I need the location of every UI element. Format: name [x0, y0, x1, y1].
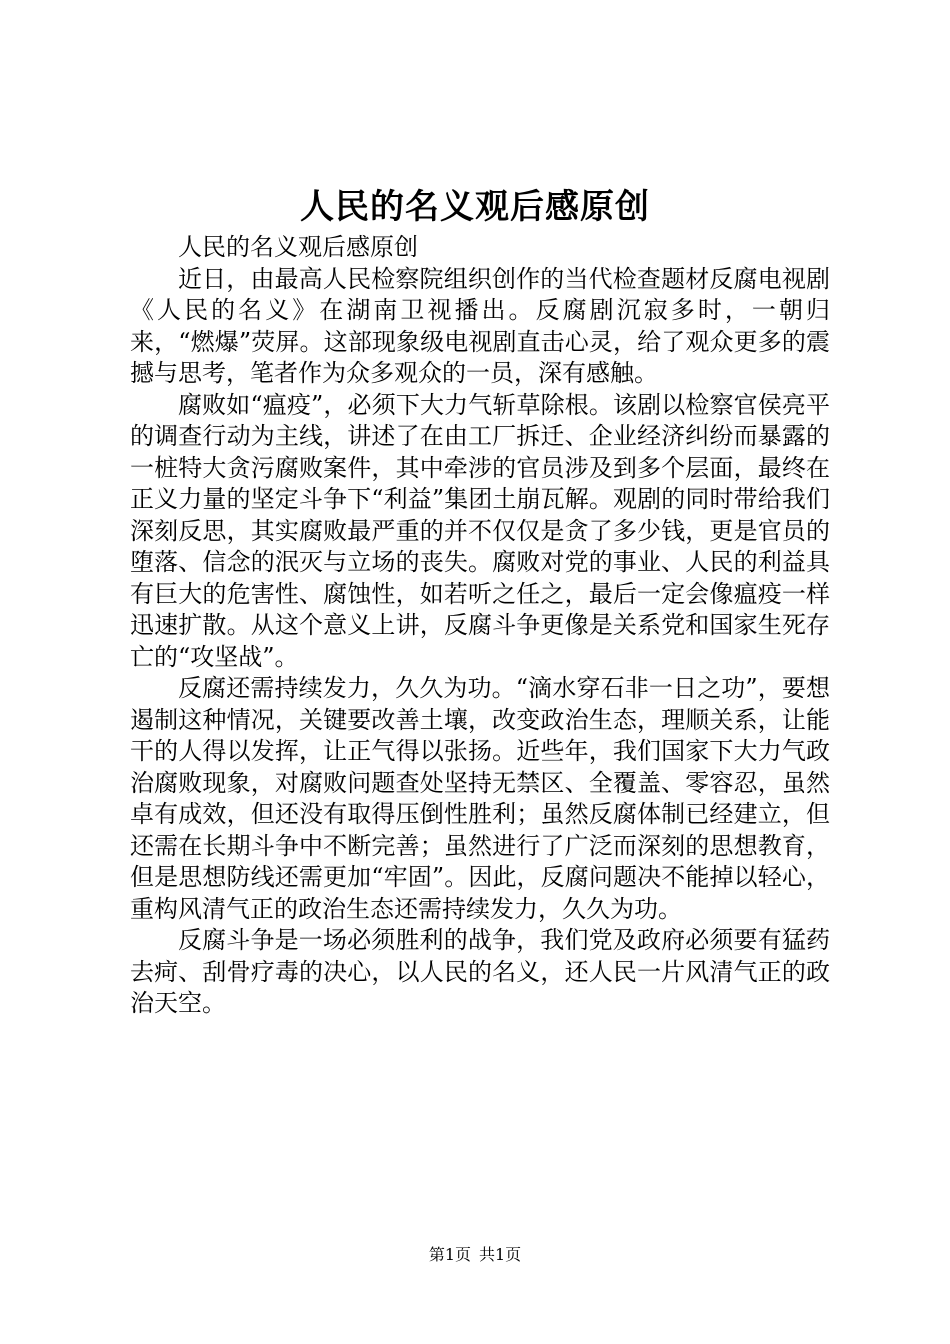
document-title: 人民的名义观后感原创 — [300, 187, 650, 227]
body-paragraph: 近日，由最高人民检察院组织创作的当代检查题材反腐电视剧《人民的名义》在湖南卫视播出。反腐剧沉寂多时，一朝归来，“燃爆”荧屏。这部现象级电视剧直击心灵，给了观众更多的震撼与思考，笔者作为众多观众的一员，深有感触。 — [130, 264, 830, 387]
document-body — [130, 232, 830, 1020]
page-number: 第1页 — [428, 1245, 471, 1264]
body-paragraph: 反腐还需持续发力，久久为功。“滴水穿石非一日之功”，要想遏制这种情况，关键要改善土壤，改变政治生态，理顺关系，让能干的人得以发挥，让正气得以张扬。近些年，我们国家下大力气政治腐败现象，对腐败问题查处坚持无禁区、全覆盖、零容忍，虽然卓有成效，但还没有取得压倒性胜利；虽然反腐体制已经建立，但还需在长期斗争中不断完善；虽然进行了广泛而深刻的思想教育，但是思想防线还需更加“牢固”。因此，反腐问题决不能掉以轻心，重构风清气正的政治生态还需持续发力，久久为功。 — [130, 674, 830, 923]
body-paragraph: 反腐斗争是一场必须胜利的战争，我们党及政府必须要有猛药去疴、刮骨疗毒的决心，以人民的名义，还人民一片风清气正的政治天空。 — [130, 926, 830, 1017]
page-footer — [0, 1244, 950, 1266]
page-total: 共1页 — [479, 1245, 522, 1264]
body-paragraph: 腐败如“瘟疫”，必须下大力气斩草除根。该剧以检察官侯亮平的调查行动为主线，讲述了在由工厂拆迁、企业经济纠纷而暴露的一桩特大贪污腐败案件，其中牵涉的官员涉及到多个层面，最终在正义力量的坚定斗争下“利益”集团土崩瓦解。观剧的同时带给我们深刻反思，其实腐败最严重的并不仅仅是贪了多少钱，更是官员的堕落、信念的泯灭与立场的丧失。腐败对党的事业、人民的利益具有巨大的危害性、腐蚀性，如若听之任之，最后一定会像瘟疫一样迅速扩散。从这个意义上讲，反腐斗争更像是关系党和国家生死存亡的“攻坚战”。 — [130, 390, 830, 671]
body-paragraph-subtitle: 人民的名义观后感原创 — [178, 233, 418, 261]
